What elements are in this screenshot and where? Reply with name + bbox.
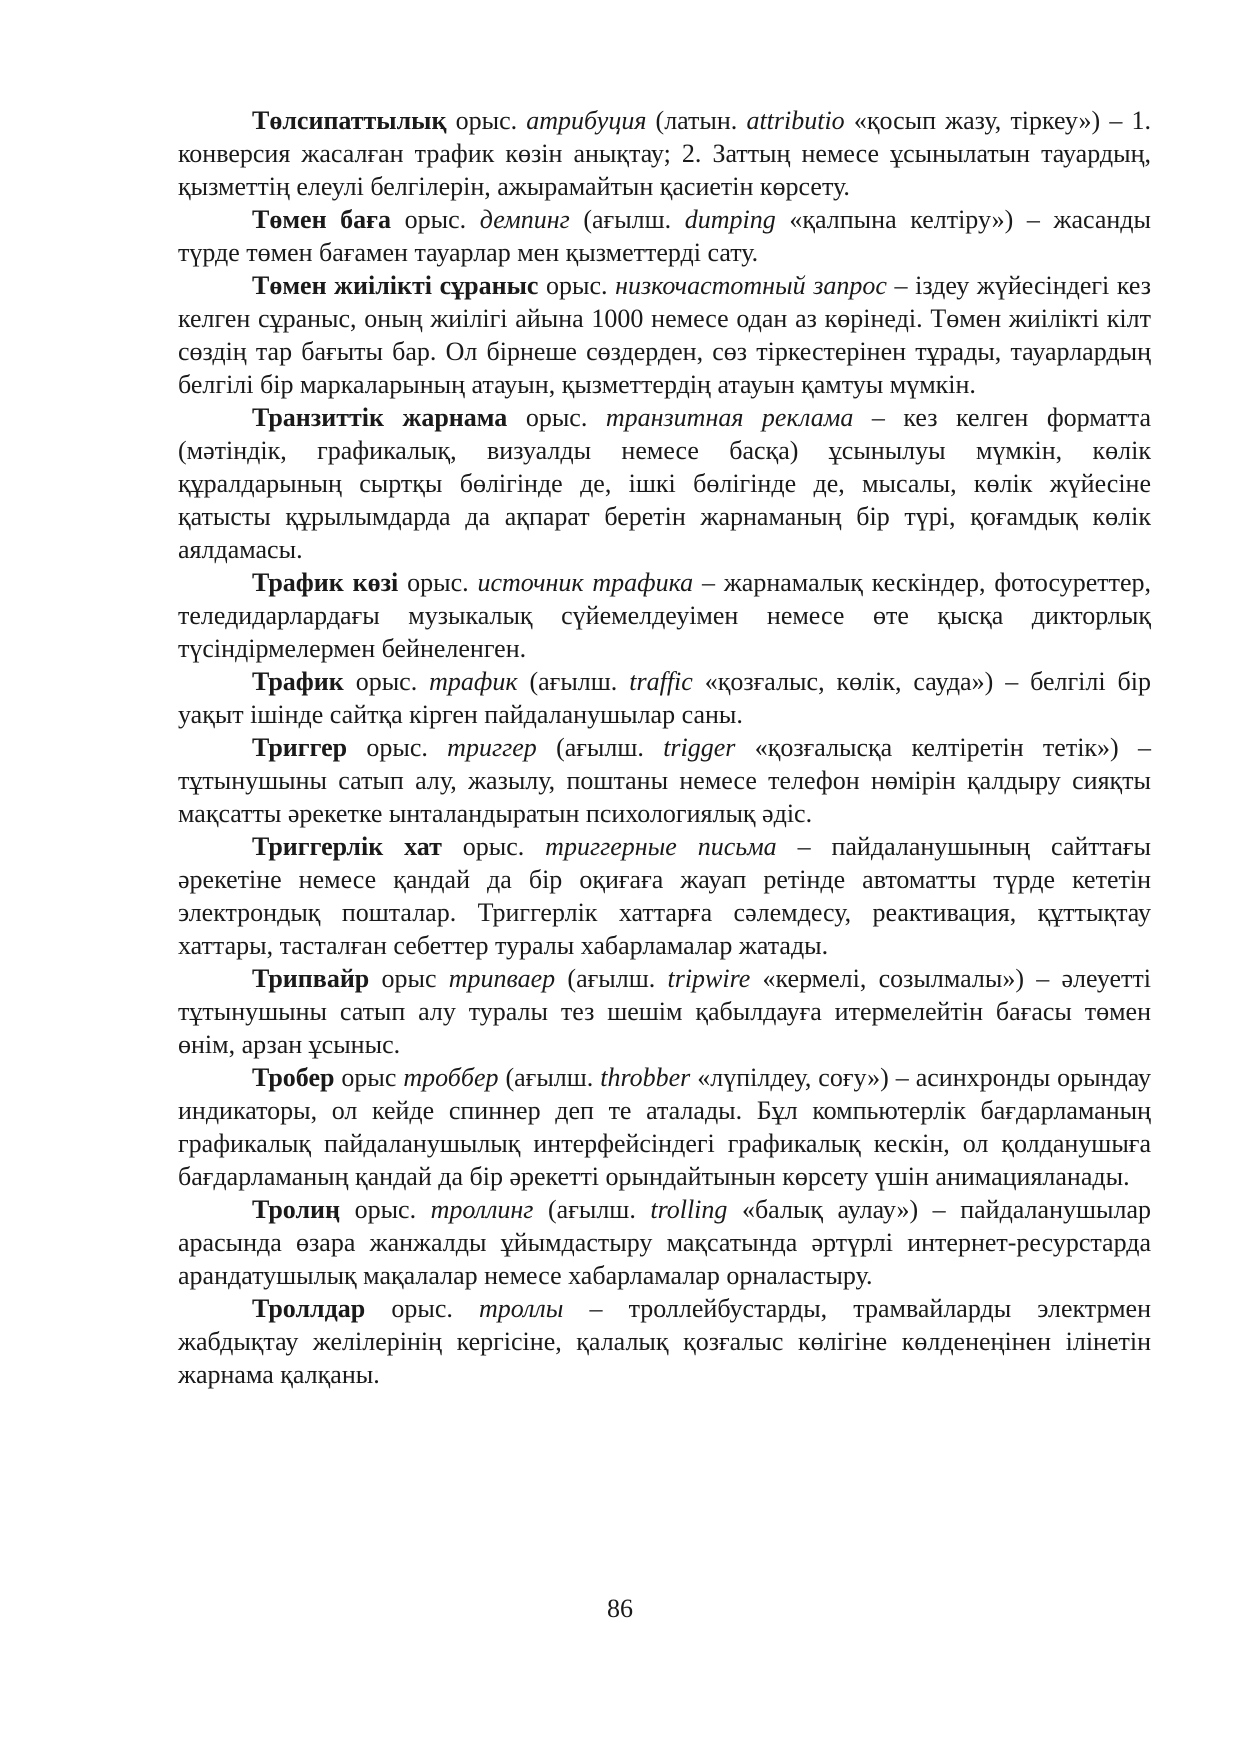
entry-foreign-term: трафик <box>429 667 518 696</box>
entry-term: Төмен жиілікті сұраныс <box>252 271 539 300</box>
entry-definition-text: орыс. <box>365 1294 479 1323</box>
entry-term: Трафик <box>252 667 344 696</box>
entry-definition-text: «балық аулау») – пайдаланушылар арасында өзара жанжалды ұйымдастыру мақсатында әртүрлі интернет-ресурстарда арандатушылық мақалалар немесе хабарламалар орналастыру. <box>178 1195 1151 1290</box>
entry-definition-text: – пайдаланушының сайттағы әрекетіне немесе қандай да бір оқиғаға жауап ретінде автоматты түрде кететін электрондық пошталар. Триггерлік хаттарға сәлемдесу, реактивация, құттықтау хаттары, тасталған себеттер туралы хабарламалар жатады. <box>178 832 1151 960</box>
entry-term: Троллдар <box>252 1294 366 1323</box>
entry-foreign-term: демпинг <box>479 205 570 234</box>
entry-foreign-term: trigger <box>663 733 736 762</box>
entry-term: Төлсипаттылық <box>252 106 447 135</box>
entry-foreign-term: троллинг <box>430 1195 534 1224</box>
glossary-entry <box>178 962 1151 1061</box>
entry-term: Трипвайр <box>252 964 370 993</box>
entry-foreign-term: трипваер <box>448 964 556 993</box>
entry-definition-text: орыс. <box>446 106 527 135</box>
glossary-entry <box>178 1061 1151 1193</box>
entry-definition-text: «лүпілдеу, соғу») – асинхронды орындау индикаторы, ол кейде спиннер деп те аталады. Бұл компьютерлік бағдарламаның графикалық пайдаланушылық интерфейсіндегі графикалық кескін, ол қолданушыға бағдарламаның қандай да бір әрекетті орындайтынын көрсету үшін анимацияланады. <box>178 1063 1152 1191</box>
entry-definition-text: (ағылш. <box>569 205 685 234</box>
entry-definition-text: – кез келген форматта (мәтіндік, графикалық, визуалды немесе басқа) ұсынылуы мүмкін, көлік құралдарының сыртқы бөлігінде де, ішкі бөлігінде де, мысалы, көлік жүйесіне қатысты құрылымдарда да ақпарат беретін жарнаманың бір түрі, қоғамдық көлік аялдамасы. <box>178 403 1151 564</box>
entry-definition-text: орыс. <box>398 568 478 597</box>
entry-definition-text: (ағылш. <box>498 1063 601 1092</box>
entry-term: Триггер <box>252 733 348 762</box>
entry-foreign-term: низкочастотный запрос <box>615 271 887 300</box>
glossary-entry <box>178 1292 1151 1391</box>
entry-foreign-term: tripwire <box>667 964 751 993</box>
entry-foreign-term: троллы <box>478 1294 564 1323</box>
entry-foreign-term: триггер <box>447 733 537 762</box>
entry-definition-text: орыс. <box>391 205 480 234</box>
entry-definition-text: орыс. <box>538 271 616 300</box>
entry-term: Транзиттік жарнама <box>252 403 508 432</box>
glossary-entry <box>178 830 1151 962</box>
entry-definition-text: (ағылш. <box>555 964 668 993</box>
page-number: 86 <box>607 1594 633 1623</box>
glossary-page <box>178 104 1151 1391</box>
entry-foreign-term: throbber <box>600 1063 691 1092</box>
entry-definition-text: орыс. <box>343 667 430 696</box>
entry-foreign-term: dumping <box>684 205 776 234</box>
entry-foreign-term: источник трафика <box>477 568 694 597</box>
entry-definition-text: орыс <box>369 964 449 993</box>
glossary-entry <box>178 566 1151 665</box>
entry-definition-text: – жарнамалық кескіндер, фотосуреттер, теледидарлардағы музыкалық сүйемелдеуімен немесе өте қысқа дикторлық түсіндірмелермен бейнеленген. <box>178 568 1152 663</box>
entry-definition-text: (латын. <box>646 106 747 135</box>
entry-foreign-term: триггерные письма <box>545 832 777 861</box>
entry-definition-text: (ағылш. <box>536 733 664 762</box>
entry-foreign-term: троббер <box>403 1063 499 1092</box>
entry-term: Тробер <box>252 1063 335 1092</box>
entry-definition-text: (ағылш. <box>533 1195 651 1224</box>
glossary-entry <box>178 269 1151 401</box>
entry-term: Тролиң <box>252 1195 341 1224</box>
glossary-entry <box>178 104 1151 203</box>
entry-definition-text: орыс <box>334 1063 404 1092</box>
entry-definition-text: – іздеу жүйесіндегі кез келген сұраныс, оның жиілігі айына 1000 немесе одан аз көрінеді. Төмен жиілікті кілт сөздің тар бағыты бар. Ол бірнеше сөздерден, сөз тіркестерінен тұрады, тауарлардың белгілі бір маркаларының атауын, қызметтердің атауын қамтуы мүмкін. <box>178 271 1151 399</box>
entry-definition-text: орыс. <box>347 733 448 762</box>
entry-foreign-term: traffic <box>629 667 693 696</box>
glossary-entry <box>178 665 1151 731</box>
entry-term: Төмен баға <box>252 205 391 234</box>
entry-definition-text: «кермелі, созылмалы») – әлеуетті тұтынушыны сатып алу туралы тез шешім қабылдауға итермелейтін бағасы төмен өнім, арзан ұсыныс. <box>178 964 1152 1059</box>
entry-definition-text: «қозғалыс, көлік, сауда») – белгілі бір уақыт ішінде сайтқа кірген пайдаланушылар саны. <box>178 667 1151 729</box>
glossary-entry <box>178 1193 1151 1292</box>
entry-term: Триггерлік хат <box>252 832 442 861</box>
entry-foreign-term: attributio <box>746 106 845 135</box>
entry-definition-text: – троллейбустарды, трамвайларды электрмен жабдықтау желілерінің кергісіне, қалалық қозғалыс көлігіне көлденеңінен ілінетін жарнама қалқаны. <box>178 1294 1151 1389</box>
entry-definition-text: (ағылш. <box>517 667 630 696</box>
entry-definition-text: «қозғалысқа келтіретін тетік») – тұтынушыны сатып алу, жазылу, поштаны немесе телефон нөмірін қалдыру сияқты мақсатты әрекетке ынталандыратын психологиялық әдіс. <box>178 733 1152 828</box>
entry-definition-text: орыс. <box>340 1195 431 1224</box>
entry-foreign-term: транзитная реклама <box>605 403 854 432</box>
glossary-entry <box>178 731 1151 830</box>
entry-definition-text: орыс. <box>507 403 606 432</box>
entry-definition-text: орыс. <box>441 832 546 861</box>
entry-definition-text: «қосып жазу, тіркеу») – 1. конверсия жасалған трафик көзін анықтау; 2. Заттың немесе ұсынылатын тауардың, қызметтің елеулі белгілерін, ажырамайтын қасиетін көрсету. <box>178 106 1151 201</box>
entry-foreign-term: trolling <box>650 1195 728 1224</box>
entry-definition-text: «қалпына келтіру») – жасанды түрде төмен бағамен тауарлар мен қызметтерді сату. <box>178 205 1151 267</box>
entry-foreign-term: атрибуция <box>526 106 647 135</box>
glossary-entry <box>178 203 1151 269</box>
entry-term: Трафик көзі <box>252 568 399 597</box>
glossary-entry <box>178 401 1151 566</box>
